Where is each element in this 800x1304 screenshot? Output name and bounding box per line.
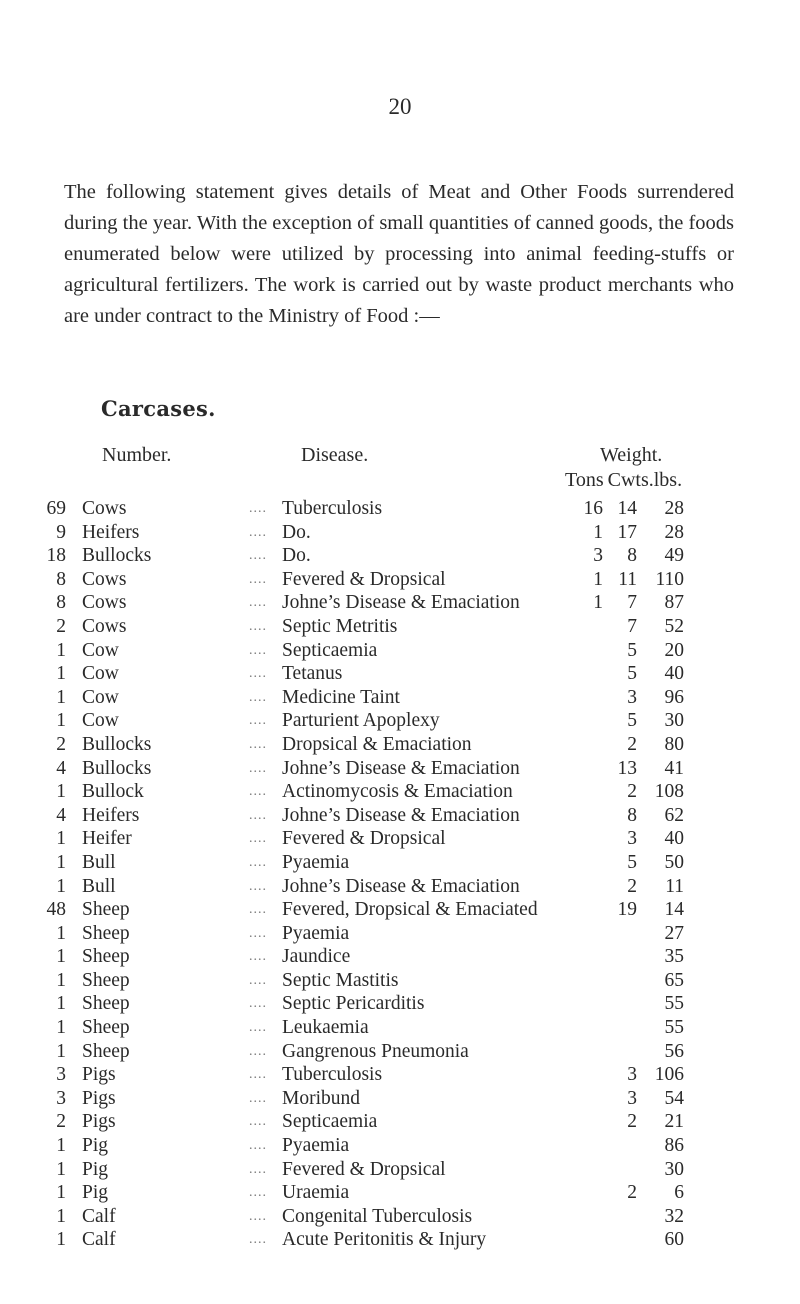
row-lbs: 40 <box>664 828 684 850</box>
row-number: 3 <box>56 1087 66 1109</box>
row-lbs: 28 <box>664 498 684 519</box>
row-animal: Heifers <box>82 521 140 543</box>
row-cwts: 2 <box>627 875 637 897</box>
row-lbs: 87 <box>664 592 684 614</box>
table-row <box>0 1228 800 1252</box>
row-disease: Septic Metritis <box>282 615 398 637</box>
row-number: 1 <box>56 710 66 732</box>
row-number: 8 <box>56 568 66 590</box>
row-leader-dots: .... <box>249 1067 267 1083</box>
row-animal: Pigs <box>82 1111 116 1133</box>
row-disease: Septic Pericarditis <box>282 993 425 1015</box>
row-disease: Tuberculosis <box>282 498 383 519</box>
table-row <box>0 804 800 828</box>
row-number: 1 <box>56 851 66 873</box>
header-weight: Weight. <box>600 444 663 466</box>
row-disease: Do. <box>282 521 311 543</box>
table-row <box>0 875 800 899</box>
row-cwts: 13 <box>617 757 637 779</box>
row-leader-dots: .... <box>249 1161 267 1177</box>
page-number: 20 <box>388 94 412 119</box>
table-row <box>0 945 800 969</box>
row-disease: Pyaemia <box>282 1135 350 1157</box>
row-animal: Cows <box>82 498 127 519</box>
table-row <box>0 639 800 663</box>
row-animal: Heifer <box>82 828 132 850</box>
row-number: 1 <box>56 1205 66 1227</box>
row-number: 1 <box>56 781 66 803</box>
table-row <box>0 1016 800 1040</box>
row-cwts: 5 <box>627 710 637 732</box>
table-row <box>0 1158 800 1182</box>
row-disease: Acute Peritonitis & Injury <box>282 1229 487 1251</box>
table-row <box>0 922 800 946</box>
row-leader-dots: .... <box>249 689 267 705</box>
row-leader-dots: .... <box>249 713 267 729</box>
row-lbs: 80 <box>664 733 684 755</box>
row-animal: Sheep <box>82 922 130 944</box>
row-leader-dots: .... <box>249 736 267 752</box>
row-tons: 1 <box>593 521 603 543</box>
row-lbs: 96 <box>664 686 684 708</box>
row-animal: Cows <box>82 592 127 614</box>
row-number: 69 <box>46 498 66 519</box>
row-number: 4 <box>56 757 66 779</box>
row-leader-dots: .... <box>249 571 267 587</box>
row-number: 2 <box>56 615 66 637</box>
row-lbs: 108 <box>654 781 684 803</box>
row-disease: Tuberculosis <box>282 1064 383 1086</box>
section-title: Carcases. <box>101 396 216 421</box>
row-cwts: 3 <box>627 1064 637 1086</box>
row-disease: Johne’s Disease & Emaciation <box>282 875 520 897</box>
row-lbs: 30 <box>664 1158 684 1180</box>
row-cwts: 8 <box>627 545 637 567</box>
row-leader-dots: .... <box>249 501 267 516</box>
row-disease: Fevered & Dropsical <box>282 568 446 590</box>
row-cwts: 5 <box>627 639 637 661</box>
row-leader-dots: .... <box>249 878 267 894</box>
table-row <box>0 851 800 875</box>
row-disease: Johne’s Disease & Emaciation <box>282 592 520 614</box>
row-disease: Do. <box>282 545 311 567</box>
row-lbs: 6 <box>674 1182 684 1204</box>
row-cwts: 3 <box>627 686 637 708</box>
table-row <box>0 757 800 781</box>
row-number: 2 <box>56 1111 66 1133</box>
row-number: 9 <box>56 521 66 543</box>
row-disease: Uraemia <box>282 1182 350 1204</box>
row-lbs: 86 <box>664 1135 684 1157</box>
header-number: Number. <box>102 444 172 466</box>
row-lbs: 27 <box>664 922 684 944</box>
row-lbs: 20 <box>664 639 684 661</box>
table-row <box>0 686 800 710</box>
row-cwts: 3 <box>627 828 637 850</box>
row-animal: Sheep <box>82 899 130 921</box>
row-disease: Congenital Tuberculosis <box>282 1205 473 1227</box>
row-leader-dots: .... <box>249 1114 267 1130</box>
row-number: 1 <box>56 1017 66 1039</box>
row-leader-dots: .... <box>249 807 267 823</box>
row-number: 1 <box>56 828 66 850</box>
row-animal: Pig <box>82 1158 109 1180</box>
row-animal: Cows <box>82 615 127 637</box>
row-number: 1 <box>56 993 66 1015</box>
row-leader-dots: .... <box>249 1020 267 1036</box>
row-animal: Heifers <box>82 804 140 826</box>
row-number: 1 <box>56 686 66 708</box>
row-animal: Cow <box>82 639 119 661</box>
row-disease: Pyaemia <box>282 851 350 873</box>
row-lbs: 11 <box>665 875 684 897</box>
row-disease: Tetanus <box>282 663 343 685</box>
row-lbs: 30 <box>664 710 684 732</box>
row-number: 1 <box>56 922 66 944</box>
row-leader-dots: .... <box>249 925 267 941</box>
row-disease: Jaundice <box>282 946 351 968</box>
row-disease: Johne’s Disease & Emaciation <box>282 757 520 779</box>
table-row <box>0 615 800 639</box>
header-disease: Disease. <box>301 444 369 466</box>
row-cwts: 8 <box>627 804 637 826</box>
row-leader-dots: .... <box>249 524 267 540</box>
row-tons: 3 <box>593 545 603 567</box>
table-row <box>0 780 800 804</box>
row-tons: 1 <box>593 592 603 614</box>
row-cwts: 5 <box>627 663 637 685</box>
row-disease: Leukaemia <box>282 1017 369 1039</box>
row-disease: Moribund <box>282 1087 360 1109</box>
row-lbs: 106 <box>654 1064 684 1086</box>
row-lbs: 55 <box>664 1017 684 1039</box>
row-lbs: 65 <box>664 969 684 991</box>
row-disease: Septic Mastitis <box>282 969 399 991</box>
table-row <box>0 827 800 851</box>
row-cwts: 11 <box>618 568 637 590</box>
row-cwts: 19 <box>617 899 637 921</box>
table-row <box>0 992 800 1016</box>
row-cwts: 2 <box>627 1182 637 1204</box>
row-cwts: 7 <box>627 615 637 637</box>
table-row <box>0 1181 800 1205</box>
row-number: 1 <box>56 946 66 968</box>
row-leader-dots: .... <box>249 548 267 564</box>
table-row <box>0 1063 800 1087</box>
intro-paragraph: The following statement gives details of Meat and Other Foods surrendered during the year. With the exception of small quantities of canned goods, the foods enumerated below were utilized by processing into animal feeding-stuffs or agricultural fertilizers. The work is carried out by waste product merchants who are under contract to the Ministry of Food :— <box>64 181 735 327</box>
row-animal: Cow <box>82 663 119 685</box>
row-disease: Parturient Apoplexy <box>282 710 440 732</box>
row-number: 18 <box>46 545 66 567</box>
table-row <box>0 497 800 521</box>
row-number: 1 <box>56 663 66 685</box>
row-leader-dots: .... <box>249 831 267 847</box>
row-lbs: 40 <box>664 663 684 685</box>
row-number: 8 <box>56 592 66 614</box>
row-disease: Septicaemia <box>282 639 378 661</box>
row-leader-dots: .... <box>249 618 267 634</box>
row-lbs: 55 <box>664 993 684 1015</box>
row-leader-dots: .... <box>249 902 267 918</box>
row-number: 1 <box>56 1182 66 1204</box>
row-cwts: 14 <box>617 498 637 519</box>
row-animal: Cow <box>82 710 119 732</box>
row-number: 1 <box>56 1135 66 1157</box>
table-row <box>0 898 800 922</box>
row-animal: Sheep <box>82 1040 130 1062</box>
table-row <box>0 544 800 568</box>
row-tons: 16 <box>583 498 603 519</box>
table-row <box>0 709 800 733</box>
row-leader-dots: .... <box>249 949 267 965</box>
row-animal: Bull <box>82 875 116 897</box>
row-disease: Fevered & Dropsical <box>282 1158 446 1180</box>
table-row <box>0 733 800 757</box>
row-animal: Pigs <box>82 1064 116 1086</box>
row-animal: Cows <box>82 568 127 590</box>
row-lbs: 60 <box>664 1229 684 1251</box>
row-disease: Gangrenous Pneumonia <box>282 1040 469 1062</box>
row-lbs: 35 <box>664 946 684 968</box>
row-cwts: 2 <box>627 733 637 755</box>
row-leader-dots: .... <box>249 642 267 658</box>
row-animal: Bullocks <box>82 545 152 567</box>
row-leader-dots: .... <box>249 1138 267 1154</box>
table-row <box>0 1087 800 1111</box>
row-lbs: 21 <box>664 1111 684 1133</box>
header-weight-units: Tons Cwts.lbs. <box>565 469 683 491</box>
row-cwts: 17 <box>617 521 637 543</box>
row-leader-dots: .... <box>249 1185 267 1201</box>
row-leader-dots: .... <box>249 784 267 800</box>
table-row <box>0 568 800 592</box>
row-tons: 1 <box>593 568 603 590</box>
row-leader-dots: .... <box>249 666 267 682</box>
row-lbs: 14 <box>664 899 684 921</box>
row-animal: Sheep <box>82 946 130 968</box>
row-lbs: 28 <box>664 521 684 543</box>
row-number: 1 <box>56 639 66 661</box>
row-number: 4 <box>56 804 66 826</box>
row-lbs: 110 <box>655 568 684 590</box>
row-disease: Johne’s Disease & Emaciation <box>282 804 520 826</box>
row-cwts: 2 <box>627 1111 637 1133</box>
row-lbs: 52 <box>664 615 684 637</box>
row-number: 1 <box>56 969 66 991</box>
row-leader-dots: .... <box>249 1208 267 1224</box>
row-leader-dots: .... <box>249 1232 267 1248</box>
table-row <box>0 1110 800 1134</box>
row-disease: Septicaemia <box>282 1111 378 1133</box>
row-disease: Medicine Taint <box>282 686 400 708</box>
table-row <box>0 521 800 545</box>
row-disease: Dropsical & Emaciation <box>282 733 472 755</box>
row-animal: Sheep <box>82 1017 130 1039</box>
row-number: 1 <box>56 875 66 897</box>
row-lbs: 41 <box>664 757 684 779</box>
row-number: 3 <box>56 1064 66 1086</box>
table-row <box>0 969 800 993</box>
row-animal: Bullocks <box>82 757 152 779</box>
row-animal: Pig <box>82 1182 109 1204</box>
row-animal: Sheep <box>82 993 130 1015</box>
row-animal: Pig <box>82 1135 109 1157</box>
row-number: 1 <box>56 1158 66 1180</box>
carcases-table <box>0 497 800 1252</box>
row-number: 1 <box>56 1229 66 1251</box>
row-animal: Sheep <box>82 969 130 991</box>
row-lbs: 32 <box>664 1205 684 1227</box>
row-number: 2 <box>56 733 66 755</box>
table-row <box>0 591 800 615</box>
row-lbs: 50 <box>664 851 684 873</box>
row-lbs: 62 <box>664 804 684 826</box>
row-cwts: 7 <box>627 592 637 614</box>
row-leader-dots: .... <box>249 1043 267 1059</box>
table-row <box>0 1205 800 1229</box>
row-disease: Pyaemia <box>282 922 350 944</box>
row-animal: Calf <box>82 1205 116 1227</box>
row-animal: Pigs <box>82 1087 116 1109</box>
row-leader-dots: .... <box>249 760 267 776</box>
row-lbs: 49 <box>664 545 684 567</box>
row-cwts: 5 <box>627 851 637 873</box>
row-number: 1 <box>56 1040 66 1062</box>
row-lbs: 56 <box>664 1040 684 1062</box>
table-row <box>0 1134 800 1158</box>
row-number: 48 <box>46 899 66 921</box>
row-leader-dots: .... <box>249 1090 267 1106</box>
row-disease: Fevered & Dropsical <box>282 828 446 850</box>
row-leader-dots: .... <box>249 854 267 870</box>
row-animal: Bullocks <box>82 733 152 755</box>
row-disease: Actinomycosis & Emaciation <box>282 781 513 803</box>
row-leader-dots: .... <box>249 972 267 988</box>
row-lbs: 54 <box>664 1087 684 1109</box>
row-cwts: 2 <box>627 781 637 803</box>
row-leader-dots: .... <box>249 595 267 611</box>
row-animal: Cow <box>82 686 119 708</box>
row-cwts: 3 <box>627 1087 637 1109</box>
row-leader-dots: .... <box>249 996 267 1012</box>
row-disease: Fevered, Dropsical & Emaciated <box>282 899 538 921</box>
table-row <box>0 662 800 686</box>
row-animal: Calf <box>82 1229 116 1251</box>
table-row <box>0 1040 800 1064</box>
row-animal: Bull <box>82 851 116 873</box>
row-animal: Bullock <box>82 781 144 803</box>
